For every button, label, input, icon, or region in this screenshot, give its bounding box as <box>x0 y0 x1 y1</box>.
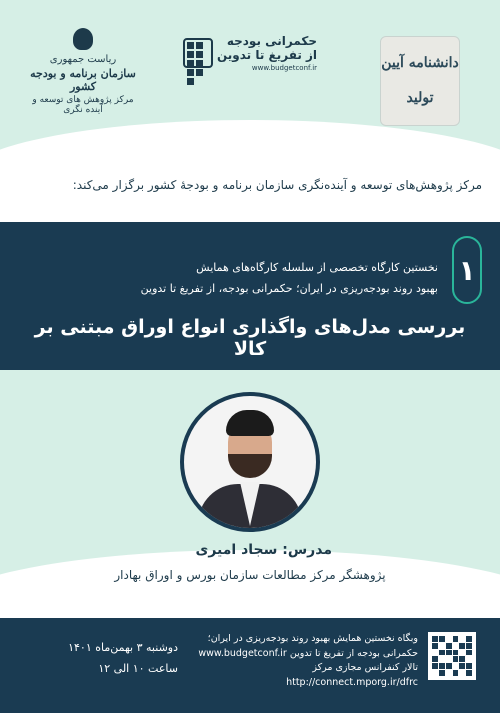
presenter-affiliation: پژوهشگر مرکز مطالعات سازمان بورس و اوراق بهادار <box>114 568 386 582</box>
logo-left-line1: ریاست جمهوری <box>49 54 117 65</box>
logo-left-line2: سازمان برنامه و بودجه کشور <box>30 67 136 93</box>
planning-organization-logo <box>28 28 138 115</box>
subtitle-line2: بهبود روند بودجه‌ریزی در ایران؛ حکمرانی بودجه، از تفریغ تا تدوین <box>140 281 438 295</box>
qr-code-icon[interactable] <box>428 632 476 680</box>
logo-left-line3: مرکز پژوهش های توسعه و آینده نگری <box>32 95 134 115</box>
publisher-seal-logo <box>380 36 460 126</box>
event-datetime <box>18 638 178 680</box>
footer-info-line2[interactable]: حکمرانی بودجه از تفریغ تا تدوین www.budgetconf.ir <box>198 647 418 659</box>
footer-info-line3[interactable]: تالار کنفرانس مجازی مرکز http://connect.mporg.ir/dfrc <box>286 662 418 689</box>
event-date: دوشنبه ۳ بهمن‌ماه ۱۴۰۱ <box>68 641 178 654</box>
presenter-name: مدرس: سجاد امیری <box>195 542 332 558</box>
seal-line2: تولید <box>406 89 434 106</box>
workshop-number-badge: ۱ <box>452 236 482 304</box>
conference-logo-line2: از تفریغ تا تدوین <box>216 48 318 62</box>
organizer-statement: مرکز پژوهش‌های توسعه و آینده‌نگری سازمان برنامه و بودجهٔ کشور برگزار می‌کند: <box>72 178 482 192</box>
conference-logo-line1: حکمرانی بودجه <box>226 34 318 48</box>
conference-logo-url: www.budgetconf.ir <box>251 64 318 72</box>
subtitle <box>38 258 438 300</box>
footer-info-line1: وبگاه نخستین همایش بهبود روند بودجه‌ریزی در ایران؛ <box>207 633 418 644</box>
seal-line1: دانشنامه آیین <box>381 55 459 71</box>
presenter-photo <box>180 392 320 532</box>
subtitle-line1: نخستین کارگاه تخصصی از سلسله کارگاه‌های همایش <box>196 261 438 274</box>
footer-links <box>190 632 418 691</box>
emblem-icon <box>73 28 93 50</box>
main-title: بررسی مدل‌های واگذاری انواع اوراق مبتنی بر کالا <box>34 316 466 360</box>
event-time: ساعت ۱۰ الی ۱۲ <box>98 661 178 675</box>
calculator-icon <box>183 38 213 68</box>
conference-logo <box>180 34 320 72</box>
